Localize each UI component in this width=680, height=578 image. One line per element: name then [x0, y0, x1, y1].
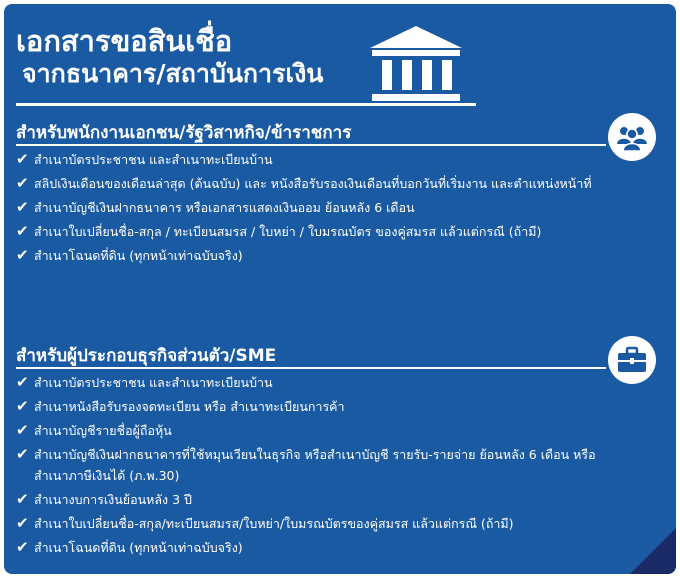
list-item: ✔ สำเนาใบเปลี่ยนชื่อ-สกุล / ทะเบียนสมรส / ใบหย่า / ใบมรณบัตร ของคู่สมรส แล้วแต่กรณี (ถ้ามี)	[16, 222, 542, 240]
list-item: ✔ สำเนาใบเปลี่ยนชื่อ-สกุล/ทะเบียนสมรส/ใบหย่า/ใบมรณบัตรของคู่สมรส แล้วแต่กรณี (ถ้ามี)	[16, 514, 514, 532]
document-list	[16, 372, 596, 561]
section-employees	[4, 117, 676, 317]
page-title: เอกสารขอสินเชื่อ	[16, 24, 233, 58]
list-item: ✔ สำเนางบการเงินย้อนหลัง 3 ปี	[16, 490, 192, 508]
title-block	[16, 24, 323, 90]
list-item: ✔ สำเนาโฉนดที่ดิน (ทุกหน้าเท่าฉบับจริง)	[16, 538, 243, 556]
section-title: สำหรับพนักงานเอกชน/รัฐวิสาหกิจ/ข้าราชการ	[16, 123, 352, 143]
briefcase-icon	[608, 336, 656, 384]
section-header	[4, 117, 676, 145]
section-divider	[16, 144, 606, 146]
section-divider	[16, 367, 606, 369]
list-item: ✔ สำเนาหนังสือรับรองจดทะเบียน หรือ สำเนาทะเบียนการค้า	[16, 397, 345, 415]
list-item: ✔ สำเนาโฉนดที่ดิน (ทุกหน้าเท่าฉบับจริง)	[16, 246, 243, 264]
check-icon: ✔	[16, 421, 29, 439]
people-group-icon	[608, 113, 656, 161]
check-icon: ✔	[16, 373, 29, 391]
list-item: ✔ สำเนาบัญชีเงินฝากธนาคารที่ใช้หมุนเวียนในธุรกิจ หรือสำเนาบัญชี รายรับ-รายจ่าย ย้อนหลัง 6 เดือน หรือ สำเนาภาษีเงินได้ (ภ.พ.30)	[16, 445, 596, 483]
page-subtitle: จากธนาคาร/สถาบันการเงิน	[22, 59, 324, 88]
check-icon: ✔	[16, 246, 29, 264]
check-icon: ✔	[16, 222, 29, 240]
list-item: ✔ สลิปเงินเดือนของเดือนล่าสุด (ต้นฉบับ) และ หนังสือรับรองเงินเดือนที่บอกวันที่เริ่มงาน และตำแหน่งหน้าที่	[16, 174, 592, 192]
list-item: ✔ สำเนาบัญชีเงินฝากธนาคาร หรือเอกสารแสดงเงินออม ย้อนหลัง 6 เดือน	[16, 198, 415, 216]
bank-building-icon	[366, 24, 466, 104]
check-icon: ✔	[16, 538, 29, 556]
title-divider	[16, 103, 476, 106]
corner-decoration	[630, 528, 676, 574]
list-item: ✔ สำเนาบัตรประชาชน และสำเนาทะเบียนบ้าน	[16, 373, 273, 391]
section-title: สำหรับผู้ประกอบธุรกิจส่วนตัว/SME	[16, 346, 277, 366]
check-icon: ✔	[16, 397, 29, 415]
check-icon: ✔	[16, 174, 29, 192]
check-icon: ✔	[16, 490, 29, 508]
section-business-owners	[4, 340, 676, 570]
check-icon: ✔	[16, 445, 29, 463]
check-icon: ✔	[16, 514, 29, 532]
document-list	[16, 149, 596, 269]
section-header	[4, 340, 676, 368]
list-item: ✔ สำเนาบัญชีรายชื่อผู้ถือหุ้น	[16, 421, 172, 439]
document-card	[4, 4, 676, 574]
check-icon: ✔	[16, 150, 29, 168]
check-icon: ✔	[16, 198, 29, 216]
list-item: ✔ สำเนาบัตรประชาชน และสำเนาทะเบียนบ้าน	[16, 150, 273, 168]
